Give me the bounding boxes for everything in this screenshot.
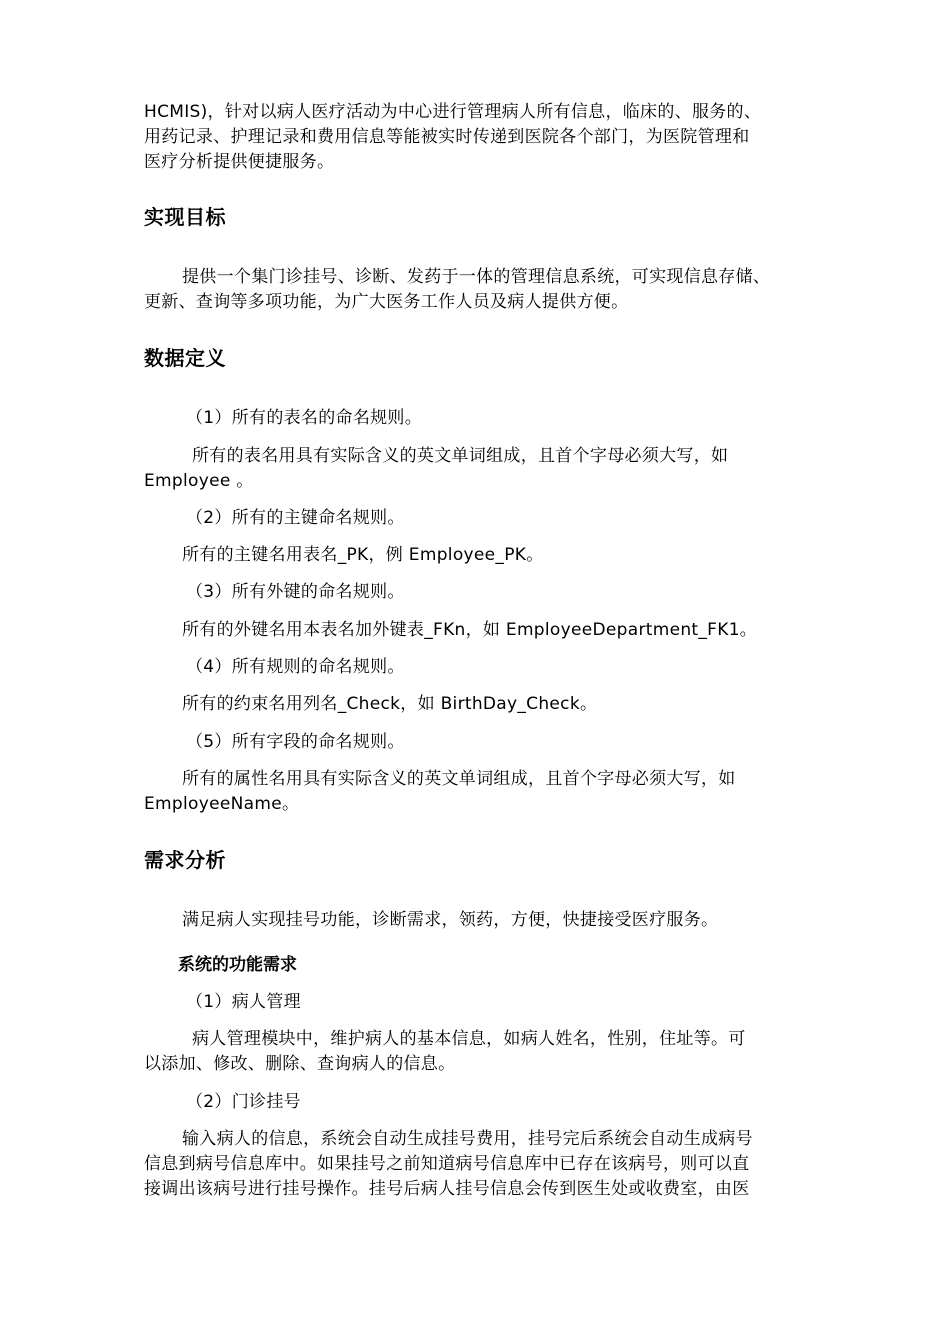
requirements-intro: 满足病人实现挂号功能，诊断需求，领药，方便，快捷接受医疗服务。 xyxy=(182,910,719,930)
functional-requirements-subheading: 系统的功能需求 xyxy=(178,955,297,975)
intro-line-2: 用药记录、护理记录和费用信息等能被实时传递到医院各个部门，为医院管理和 xyxy=(144,127,750,147)
rule-5-text-line-1: 所有的属性名用具有实际含义的英文单词组成，且首个字母必须大写，如 xyxy=(182,769,736,789)
rule-1-text-line-2: Employee 。 xyxy=(144,471,254,491)
rule-2-text: 所有的主键名用表名_PK，例 Employee_PK。 xyxy=(182,545,544,565)
data-definition-heading: 数据定义 xyxy=(144,346,226,370)
rule-1-text-line-1: 所有的表名用具有实际含义的英文单词组成，且首个字母必须大写，如 xyxy=(192,446,729,466)
intro-line-1: HCMIS)，针对以病人医疗活动为中心进行管理病人所有信息，临床的、服务的、 xyxy=(144,102,762,122)
rule-3-text: 所有的外键名用本表名加外键表_FKn，如 EmployeeDepartment_FK1。 xyxy=(182,620,758,640)
intro-line-3: 医疗分析提供便捷服务。 xyxy=(144,152,335,172)
rule-1-title: （1）所有的表名的命名规则。 xyxy=(186,408,423,428)
goal-heading: 实现目标 xyxy=(144,205,226,229)
item-1-text-line-2: 以添加、修改、删除、查询病人的信息。 xyxy=(144,1054,456,1074)
rule-5-text-line-2: EmployeeName。 xyxy=(144,794,300,814)
item-1-text-line-1: 病人管理模块中，维护病人的基本信息，如病人姓名，性别，住址等。可 xyxy=(192,1029,746,1049)
item-1-title: （1）病人管理 xyxy=(186,992,301,1012)
rule-3-title: （3）所有外键的命名规则。 xyxy=(186,582,405,602)
rule-4-title: （4）所有规则的命名规则。 xyxy=(186,657,405,677)
goal-line-1: 提供一个集门诊挂号、诊断、发药于一体的管理信息系统，可实现信息存储、 xyxy=(182,267,771,287)
rule-4-text: 所有的约束名用列名_Check，如 BirthDay_Check。 xyxy=(182,694,598,714)
rule-2-title: （2）所有的主键命名规则。 xyxy=(186,508,405,528)
item-2-text-line-2: 信息到病号信息库中。如果挂号之前知道病号信息库中已存在该病号，则可以直 xyxy=(144,1154,750,1174)
requirements-heading: 需求分析 xyxy=(144,848,226,872)
item-2-text-line-1: 输入病人的信息，系统会自动生成挂号费用，挂号完后系统会自动生成病号 xyxy=(182,1129,753,1149)
item-2-text-line-3: 接调出该病号进行挂号操作。挂号后病人挂号信息会传到医生处或收费室，由医 xyxy=(144,1179,750,1199)
rule-5-title: （5）所有字段的命名规则。 xyxy=(186,732,405,752)
goal-line-2: 更新、查询等多项功能，为广大医务工作人员及病人提供方便。 xyxy=(144,292,629,312)
item-2-title: （2）门诊挂号 xyxy=(186,1092,301,1112)
